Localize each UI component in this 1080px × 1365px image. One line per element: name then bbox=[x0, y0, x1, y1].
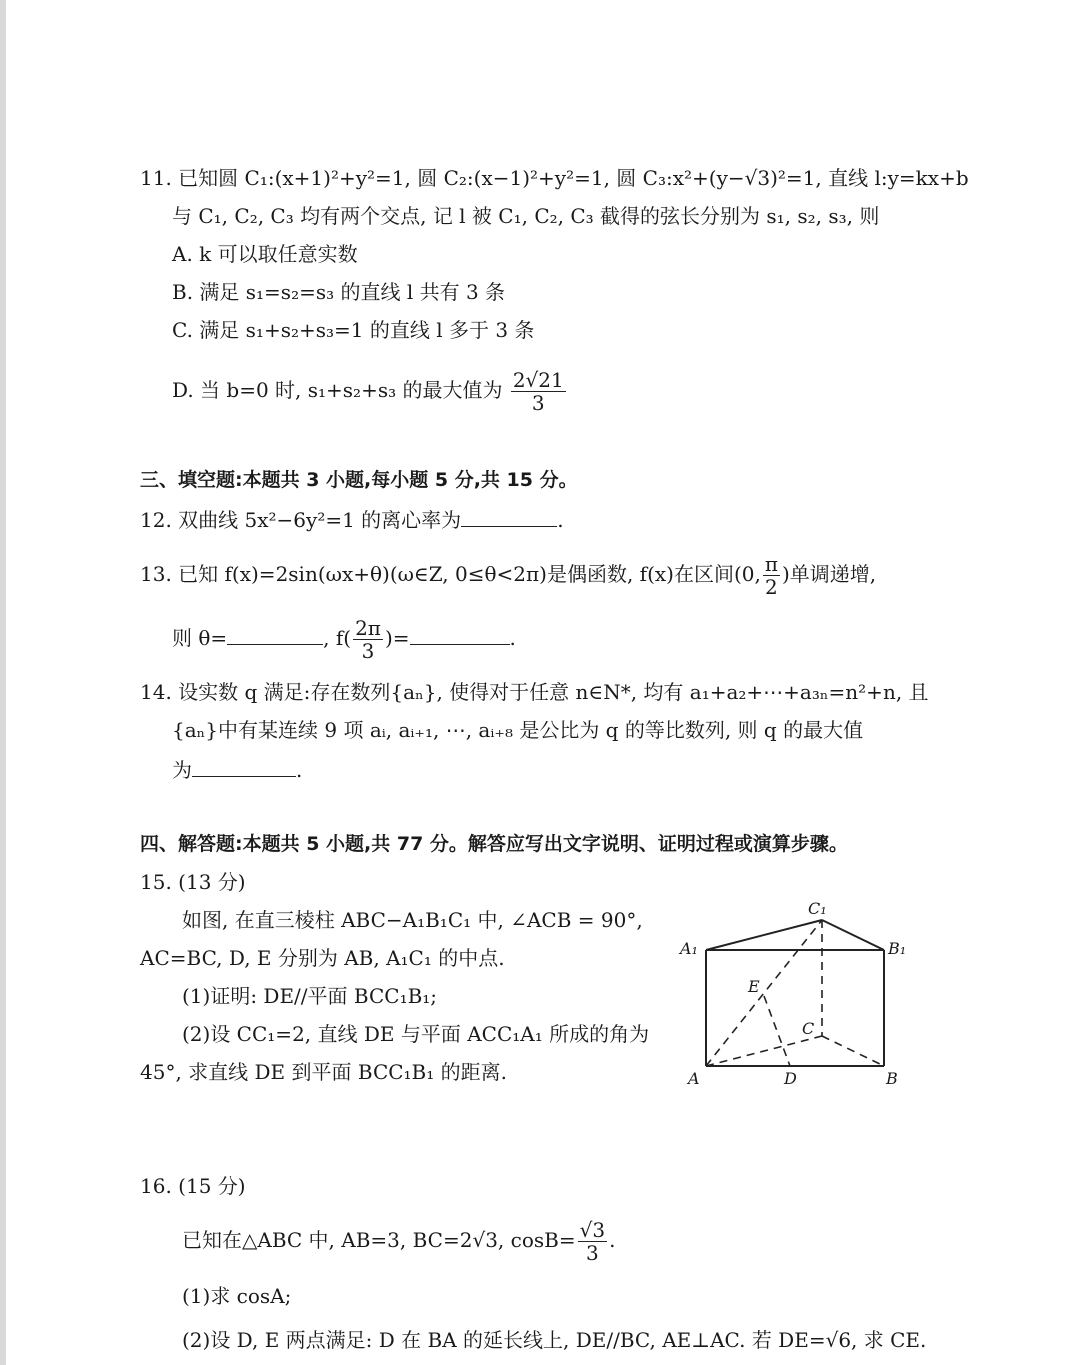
prism-diagram bbox=[676, 898, 916, 1098]
q13-line1-text: 13. 已知 f(x)=2sin(ωx+θ)(ω∈Z, 0≤θ<2π)是偶函数, f(x)在区间(0, bbox=[140, 562, 761, 586]
label-a: A bbox=[688, 1069, 700, 1088]
q12-period: . bbox=[557, 508, 564, 532]
q11-option-d bbox=[172, 362, 568, 418]
q11-line1: 11. 已知圆 C₁:(x+1)²+y²=1, 圆 C₂:(x−1)²+y²=1, 圆 C₃:x²+(y−√3)²=1, 直线 l:y=kx+b bbox=[140, 166, 969, 190]
fraction-denominator: 2 bbox=[765, 575, 778, 599]
q16-cosb-fraction bbox=[578, 1219, 607, 1264]
q11-option-c: C. 满足 s₁+s₂+s₃=1 的直线 l 多于 3 条 bbox=[172, 318, 535, 342]
prism-figure bbox=[676, 898, 916, 1098]
section3-heading: 三、填空题:本题共 3 小题,每小题 5 分,共 15 分。 bbox=[140, 469, 578, 491]
q11-option-a: A. k 可以取任意实数 bbox=[172, 242, 358, 266]
q12 bbox=[140, 504, 564, 534]
q15-part1: (1)证明: DE//平面 BCC₁B₁; bbox=[182, 984, 438, 1008]
q13-f-blank[interactable] bbox=[410, 622, 510, 645]
q16-title: 16. (15 分) bbox=[140, 1174, 246, 1198]
edge-ac bbox=[706, 1036, 822, 1066]
q15-part2-cont: 45°, 求直线 DE 到平面 BCC₁B₁ 的距离. bbox=[140, 1060, 507, 1084]
q16-part2: (2)设 D, E 两点满足: D 在 BA 的延长线上, DE//BC, AE⊥AC. 若 DE=√6, 求 CE. bbox=[182, 1328, 927, 1352]
q14-line2: {aₙ}中有某连续 9 项 aᵢ, aᵢ₊₁, ⋯, aᵢ₊₈ 是公比为 q 的等比数列, 则 q 的最大值 bbox=[172, 718, 864, 742]
label-b1: B₁ bbox=[888, 939, 907, 958]
q13-period: . bbox=[509, 626, 516, 650]
q13-line1-suffix: )单调递增, bbox=[782, 562, 877, 586]
q13-theta-label: 则 θ= bbox=[172, 626, 228, 650]
scan-edge bbox=[0, 0, 6, 1365]
edge-cb bbox=[822, 1036, 884, 1066]
edge-c1b1 bbox=[822, 920, 884, 950]
q11-option-d-text: D. 当 b=0 时, s₁+s₂+s₃ 的最大值为 bbox=[172, 378, 503, 402]
label-c: C bbox=[802, 1019, 815, 1038]
q11-option-b: B. 满足 s₁=s₂=s₃ 的直线 l 共有 3 条 bbox=[172, 280, 506, 304]
q14-line3 bbox=[172, 754, 302, 784]
fraction-numerator: √3 bbox=[579, 1218, 606, 1242]
q13-line2 bbox=[172, 612, 516, 664]
fraction-denominator: 3 bbox=[361, 639, 375, 663]
q13-equals: )= bbox=[384, 626, 410, 650]
edge-ed bbox=[764, 996, 790, 1066]
q16-line1 bbox=[182, 1214, 615, 1266]
edge-ac1 bbox=[706, 920, 822, 1066]
q15-line1: 如图, 在直三棱柱 ABC−A₁B₁C₁ 中, ∠ACB = 90°, bbox=[182, 908, 643, 932]
q13-theta-blank[interactable] bbox=[227, 622, 323, 645]
edge-a1c1 bbox=[706, 920, 822, 950]
label-b: B bbox=[886, 1069, 898, 1088]
fraction-denominator: 3 bbox=[585, 1241, 599, 1265]
q13-line1 bbox=[140, 548, 876, 600]
label-a1: A₁ bbox=[680, 939, 698, 958]
label-c1: C₁ bbox=[808, 899, 827, 918]
q15-part2: (2)设 CC₁=2, 直线 DE 与平面 ACC₁A₁ 所成的角为 bbox=[182, 1022, 650, 1046]
q11-option-d-fraction bbox=[511, 369, 566, 414]
q14-answer-blank[interactable] bbox=[192, 754, 296, 777]
section4-heading: 四、解答题:本题共 5 小题,共 77 分。解答应写出文字说明、证明过程或演算步骤。 bbox=[140, 833, 848, 855]
q15-title: 15. (13 分) bbox=[140, 870, 246, 894]
fraction-denominator: 3 bbox=[531, 391, 545, 415]
q13-2pi-over-3 bbox=[353, 617, 383, 662]
q14-period: . bbox=[296, 758, 303, 782]
label-d: D bbox=[784, 1069, 797, 1088]
q12-text: 12. 双曲线 5x²−6y²=1 的离心率为 bbox=[140, 508, 462, 532]
q16-line1-period: . bbox=[609, 1228, 616, 1252]
q14-line3-text: 为 bbox=[172, 758, 192, 782]
q13-pi-over-2 bbox=[763, 553, 780, 598]
q16-line1-text: 已知在△ABC 中, AB=3, BC=2√3, cosB= bbox=[182, 1228, 576, 1252]
q13-f-label: , f( bbox=[323, 626, 352, 650]
q12-answer-blank[interactable] bbox=[461, 504, 557, 527]
fraction-numerator: π bbox=[764, 552, 778, 576]
label-e: E bbox=[748, 977, 760, 996]
q11-line2: 与 C₁, C₂, C₃ 均有两个交点, 记 l 被 C₁, C₂, C₃ 截得的弦长分别为 s₁, s₂, s₃, 则 bbox=[172, 204, 880, 228]
fraction-numerator: 2√21 bbox=[512, 368, 564, 392]
q16-part1: (1)求 cosA; bbox=[182, 1284, 292, 1308]
q14-line1: 14. 设实数 q 满足:存在数列{aₙ}, 使得对于任意 n∈N*, 均有 a₁+a₂+⋯+a₃ₙ=n²+n, 且 bbox=[140, 680, 929, 704]
fraction-numerator: 2π bbox=[355, 616, 381, 640]
q15-line2: AC=BC, D, E 分别为 AB, A₁C₁ 的中点. bbox=[140, 946, 505, 970]
